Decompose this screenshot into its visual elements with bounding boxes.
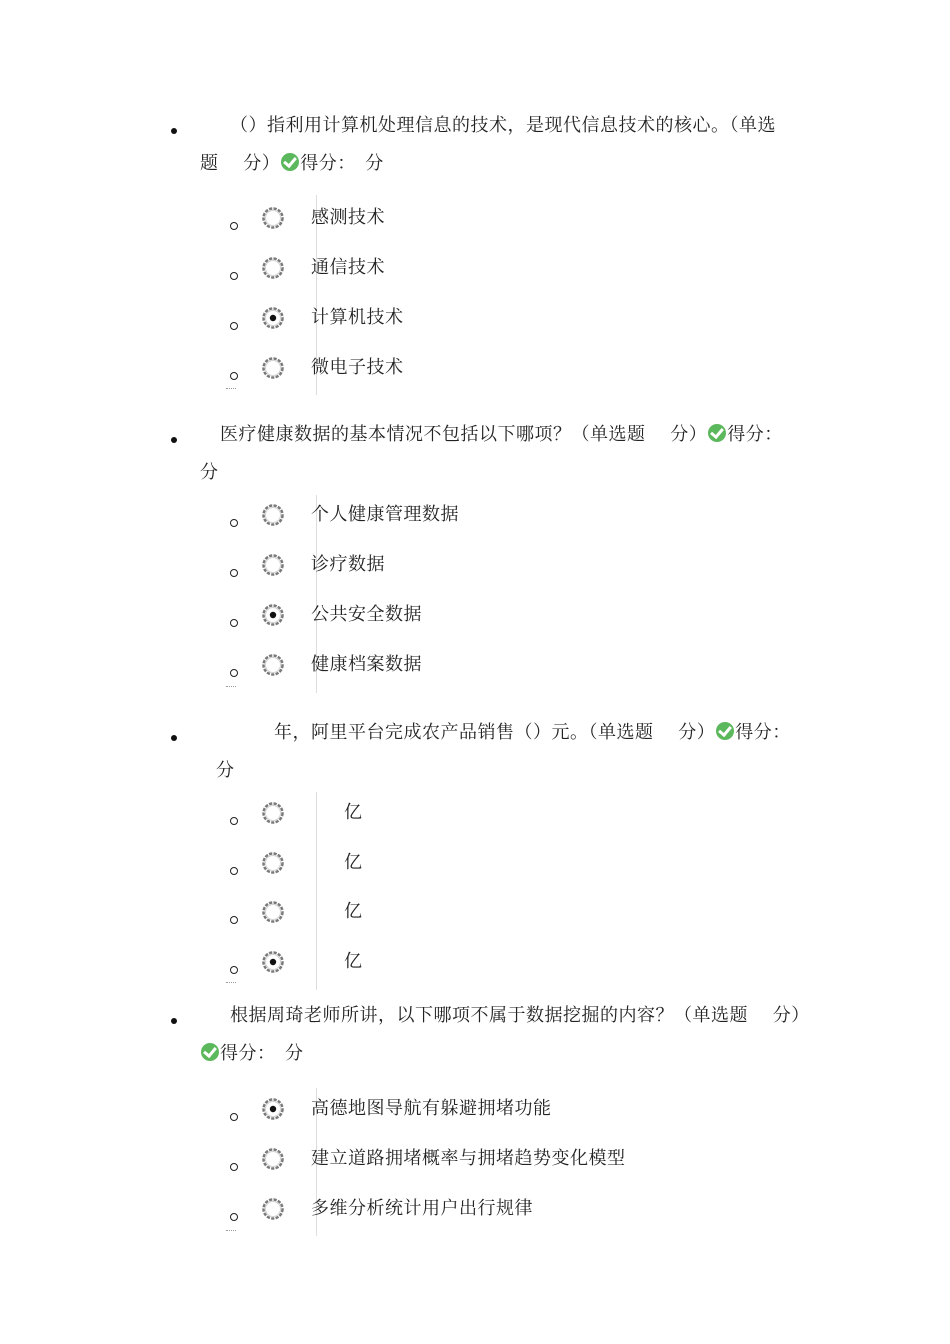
radio-button[interactable]	[261, 950, 285, 974]
option-bullet	[230, 1163, 238, 1171]
option-2[interactable]	[0, 547, 950, 587]
option-2[interactable]	[0, 250, 950, 290]
score-label: 得分：	[735, 722, 791, 743]
option-bullet	[230, 519, 238, 527]
option-bullet	[230, 1213, 238, 1221]
option-bullet	[230, 372, 238, 380]
radio-button[interactable]	[261, 1197, 285, 1221]
question-text-line1: （）指利用计算机处理信息的技术，是现代信息技术的核心。（单选	[230, 115, 776, 136]
option-label: 通信技术	[311, 257, 385, 278]
question-score-line	[200, 461, 219, 485]
question-text-line1: 年，阿里平台完成农产品销售（）元。（单选题 分）	[274, 722, 716, 743]
score-label: 得分： 分	[300, 153, 384, 174]
question-text-line1: 医疗健康数据的基本情况不包括以下哪项？（单选题 分）	[220, 424, 708, 445]
option-label: 亿	[344, 852, 363, 873]
question-bullet	[171, 437, 177, 443]
score-label: 得分： 分	[220, 1043, 304, 1064]
option-2[interactable]	[0, 845, 950, 885]
separator-mark	[226, 388, 236, 393]
option-bullet	[230, 669, 238, 677]
option-bullet	[230, 916, 238, 924]
option-bullet	[230, 1113, 238, 1121]
option-4[interactable]	[0, 350, 950, 390]
option-label: 高德地图导航有躲避拥堵功能	[311, 1098, 552, 1119]
radio-button[interactable]	[261, 900, 285, 924]
option-label: 建立道路拥堵概率与拥堵趋势变化模型	[311, 1148, 626, 1169]
question-bullet	[171, 1018, 177, 1024]
option-3[interactable]	[0, 1191, 950, 1231]
option-label: 亿	[344, 901, 363, 922]
question-score-line	[200, 1042, 304, 1066]
question-score-line	[216, 759, 235, 783]
option-label: 个人健康管理数据	[311, 504, 459, 525]
option-3[interactable]	[0, 300, 950, 340]
option-label: 感测技术	[311, 207, 385, 228]
check-icon	[201, 1043, 219, 1061]
option-1[interactable]	[0, 795, 950, 835]
radio-selected-dot	[270, 1106, 276, 1112]
option-label: 多维分析统计用户出行规律	[311, 1198, 533, 1219]
check-icon	[708, 424, 726, 442]
option-1[interactable]	[0, 200, 950, 240]
radio-button[interactable]	[261, 1147, 285, 1171]
question-text	[230, 114, 776, 138]
check-icon	[281, 153, 299, 171]
score-unit: 分	[216, 760, 235, 781]
question-text	[220, 423, 783, 447]
option-1[interactable]	[0, 1091, 950, 1131]
question-text-line1: 根据周琦老师所讲，以下哪项不属于数据挖掘的内容？（单选题 分）	[230, 1005, 810, 1026]
score-unit: 分	[200, 462, 219, 483]
question-score-line	[200, 152, 384, 176]
option-bullet	[230, 619, 238, 627]
radio-selected-dot	[270, 612, 276, 618]
option-bullet	[230, 569, 238, 577]
radio-button[interactable]	[261, 1097, 285, 1121]
radio-button[interactable]	[261, 356, 285, 380]
radio-selected-dot	[270, 959, 276, 965]
separator-mark	[226, 686, 236, 691]
separator-mark	[226, 982, 236, 987]
check-icon	[716, 722, 734, 740]
radio-button[interactable]	[261, 603, 285, 627]
option-label: 亿	[344, 802, 363, 823]
option-bullet	[230, 222, 238, 230]
radio-button[interactable]	[261, 653, 285, 677]
option-label: 微电子技术	[311, 357, 404, 378]
option-bullet	[230, 817, 238, 825]
radio-button[interactable]	[261, 503, 285, 527]
radio-button[interactable]	[261, 851, 285, 875]
radio-button[interactable]	[261, 206, 285, 230]
option-bullet	[230, 966, 238, 974]
option-2[interactable]	[0, 1141, 950, 1181]
radio-selected-dot	[270, 315, 276, 321]
option-1[interactable]	[0, 497, 950, 537]
question-text	[274, 721, 791, 745]
radio-button[interactable]	[261, 801, 285, 825]
question-bullet	[171, 128, 177, 134]
radio-button[interactable]	[261, 553, 285, 577]
option-label: 公共安全数据	[311, 604, 422, 625]
question-bullet	[171, 735, 177, 741]
option-label: 亿	[344, 951, 363, 972]
score-label: 得分：	[727, 424, 783, 445]
radio-button[interactable]	[261, 306, 285, 330]
option-bullet	[230, 867, 238, 875]
separator-mark	[226, 1230, 236, 1235]
option-label: 计算机技术	[311, 307, 404, 328]
option-bullet	[230, 322, 238, 330]
option-label: 诊疗数据	[311, 554, 385, 575]
radio-button[interactable]	[261, 256, 285, 280]
question-text	[230, 1004, 810, 1028]
option-4[interactable]	[0, 647, 950, 687]
option-3[interactable]	[0, 597, 950, 637]
question-type-label: 题 分）	[200, 153, 281, 174]
option-3[interactable]	[0, 894, 950, 934]
option-label: 健康档案数据	[311, 654, 422, 675]
option-bullet	[230, 272, 238, 280]
option-4[interactable]	[0, 944, 950, 984]
